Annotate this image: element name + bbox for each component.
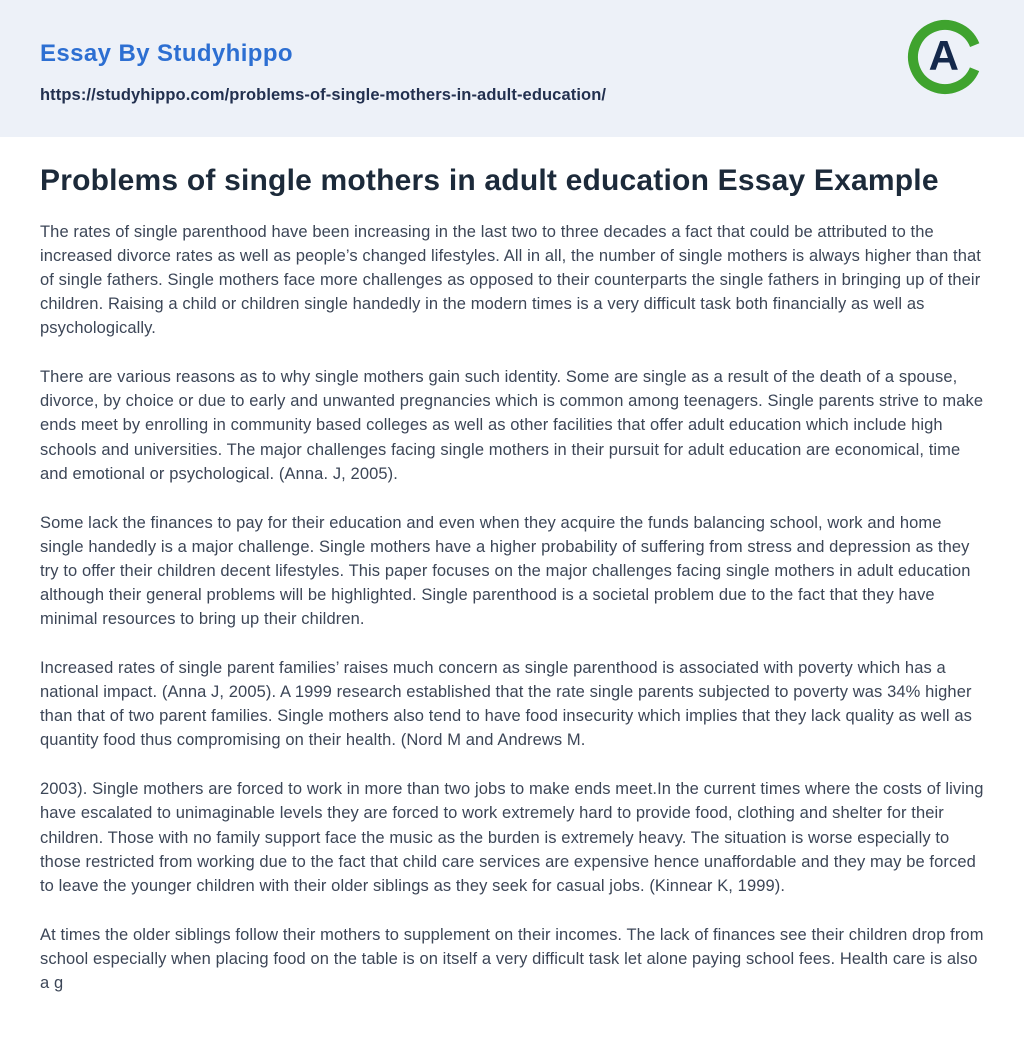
studyhippo-logo (905, 17, 985, 97)
essay-paragraph-1: The rates of single parenthood have been increasing in the last two to three decades a fact that could be attributed to the increased divorce rates as well as people’s changed lifestyles. All in all, the number of single mothers is always higher than that of single fathers. Single mothers face more challenges as opposed to their counterparts the single fathers in bringing up of their children. Raising a child or children single handedly in the modern times is a very difficult task both financially as well as psychologically. (40, 222, 981, 338)
essay-paragraph-5: 2003). Single mothers are forced to work in more than two jobs to make ends meet.In the current times where the costs of living have escalated to unimaginable levels they are forced to work extremely hard to provide food, clothing and shelter for their children. Those with no family support face the music as the burden is extremely heavy. The situation is worse especially to those restricted from working due to the fact that child care services are expensive hence unaffordable and they may be forced to leave the younger children with their older siblings as they seek for casual jobs. (Kinnear K, 1999). (40, 780, 984, 895)
site-title: Essay By Studyhippo (40, 40, 293, 67)
essay-paragraph-3: Some lack the finances to pay for their education and even when they acquire the funds balancing school, work and home single handedly is a major challenge. Single mothers have a higher probability of suffering from stress and depression as they try to offer their children decent lifestyles. This paper focuses on the major challenges facing single mothers in adult education although their general problems will be highlighted. Single parenthood is a societal problem due to the fact that they have minimal resources to bring up their children. (40, 513, 971, 628)
essay-paragraph-2: There are various reasons as to why single mothers gain such identity. Some are single as a result of the death of a spouse, divorce, by choice or due to early and unwanted pregnancies which is common among teenagers. Single parents strive to make ends meet by enrolling in community based colleges as well as other facilities that offer adult education which include high schools and universities. The major challenges facing single mothers in their pursuit for adult education are economical, time and emotional or psychological. (Anna. J, 2005). (40, 368, 984, 483)
page-title: Problems of single mothers in adult education Essay Example (40, 164, 939, 197)
logo-letter: A (928, 32, 959, 80)
source-url: https://studyhippo.com/problems-of-single-mothers-in-adult-education/ (40, 86, 607, 104)
essay-paragraph-4: Increased rates of single parent families’ raises much concern as single parenthood is associated with poverty which has a national impact. (Anna J, 2005). A 1999 research established that the rate single parents subjected to poverty was 34% higher than that of two parent families. Single mothers also tend to have food insecurity which implies that they lack quality as well as quantity food thus compromising on their health. (Nord M and Andrews M. (40, 659, 972, 750)
essay-paragraph-6: At times the older siblings follow their mothers to supplement on their incomes. The lack of finances see their children drop from school especially when placing food on the table is on itself a very difficult task let alone paying school fees. Health care is also a g (40, 925, 984, 992)
page-header (0, 0, 1024, 137)
essay-article (0, 163, 1024, 995)
